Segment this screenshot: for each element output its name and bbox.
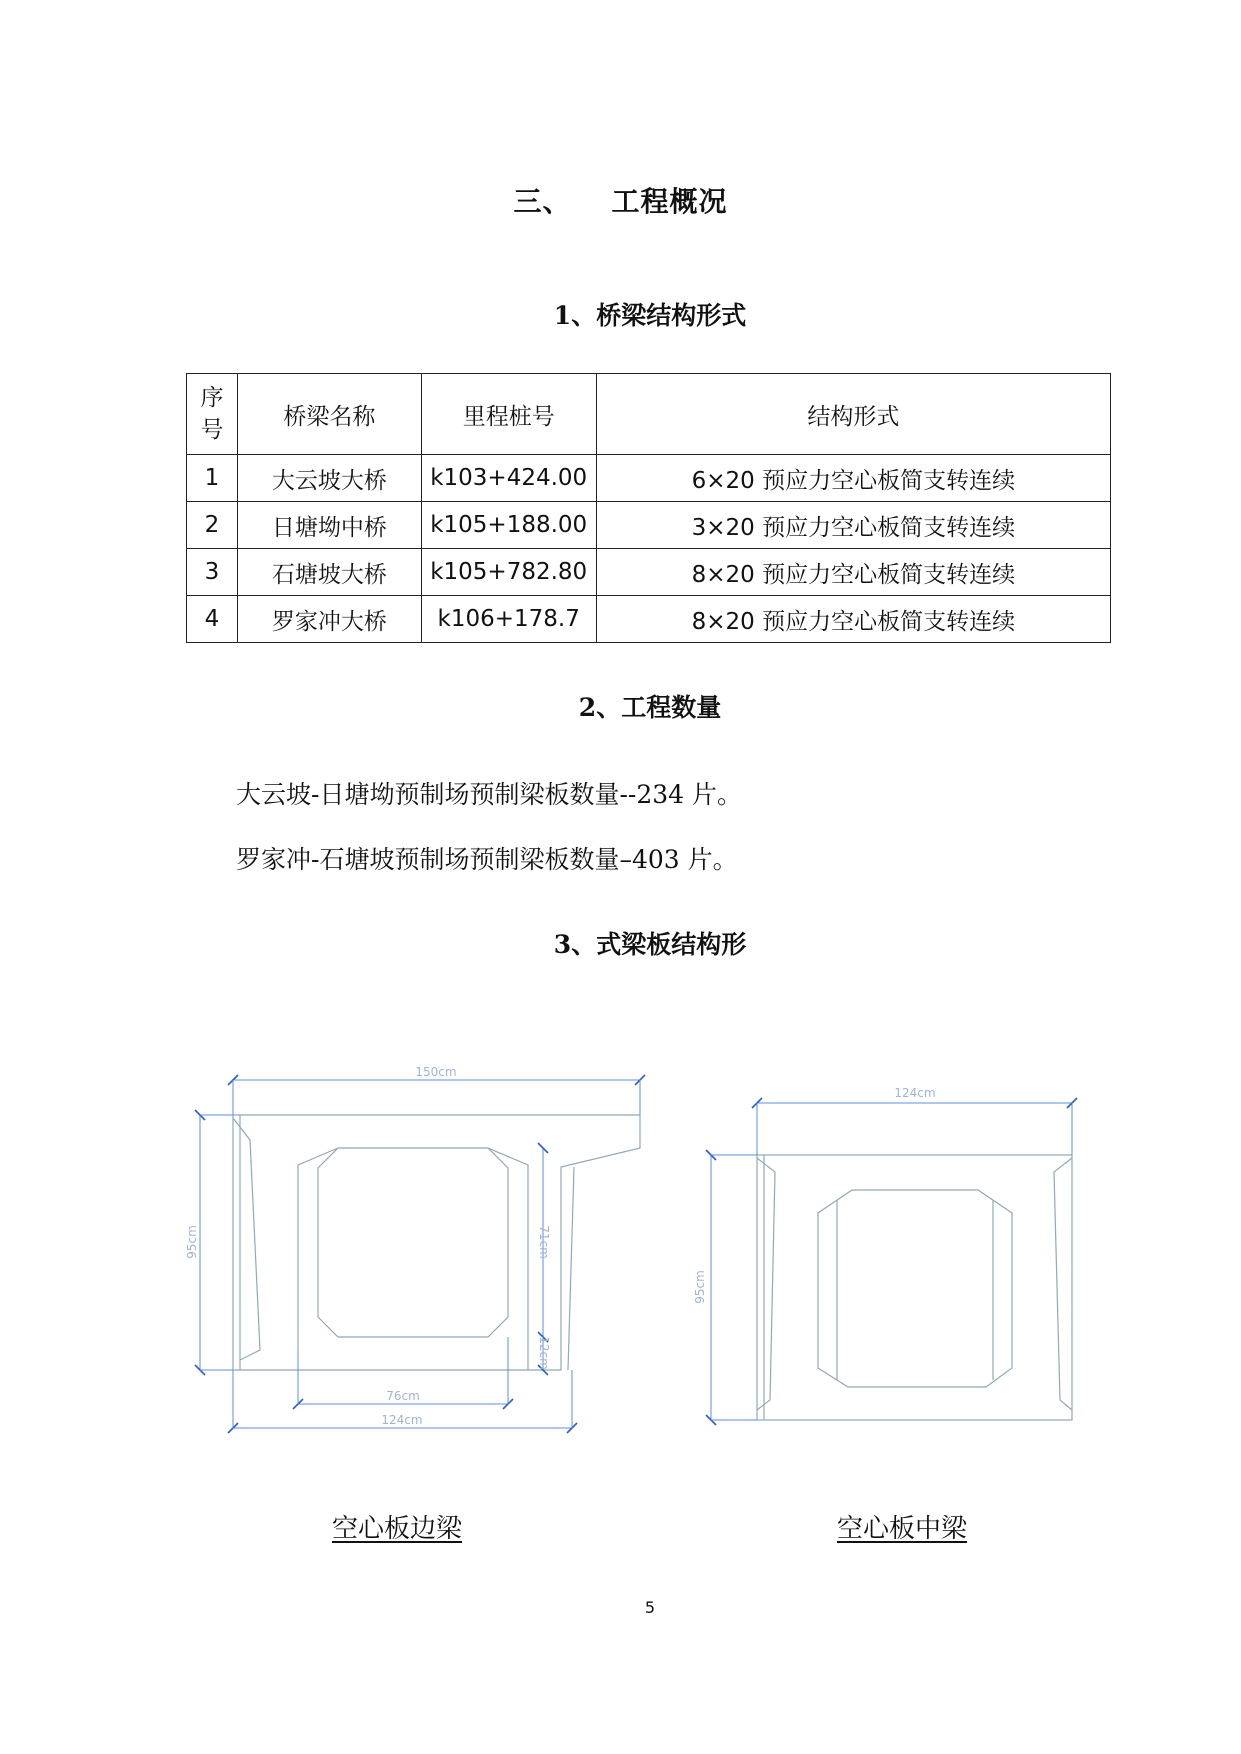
dim-bottom-thick: 12cm	[537, 1336, 551, 1370]
cell-bridge-name: 罗家冲大桥	[237, 596, 421, 643]
edge-beam-hinge-right	[568, 1167, 574, 1370]
cell-bridge-name: 大云坡大桥	[237, 455, 421, 502]
dim-inner-width: 76cm	[386, 1389, 420, 1403]
quantity-line-1: 大云坡-日塘坳预制场预制梁板数量--234 片。	[236, 780, 743, 809]
section-title-text: 工程概况	[611, 185, 728, 218]
quantity-line-2: 罗家冲-石塘坡预制场预制梁板数量–403 片。	[236, 845, 738, 874]
header-seq: 序号	[187, 374, 238, 455]
subheading-structure-form: 1、桥梁结构形式	[553, 301, 747, 330]
cell-structure: 3×20 预应力空心板简支转连续	[596, 502, 1110, 549]
cell-structure: 8×20 预应力空心板简支转连续	[596, 596, 1110, 643]
mid-beam-drawing	[693, 1086, 1077, 1425]
cell-seq: 4	[187, 596, 238, 643]
header-structure: 结构形式	[596, 374, 1110, 455]
dim-inner-height: 71cm	[537, 1225, 551, 1259]
subheading-quantity: 2、工程数量	[578, 693, 722, 722]
edge-beam-void	[318, 1148, 508, 1337]
cell-seq: 3	[187, 549, 238, 596]
dim-bottom-width: 124cm	[381, 1413, 423, 1427]
edge-beam-outline	[233, 1115, 640, 1370]
dim-height: 95cm	[693, 1270, 707, 1304]
mid-beam-void	[818, 1190, 1012, 1387]
cell-structure: 8×20 预应力空心板简支转连续	[596, 549, 1110, 596]
cell-mileage: k105+188.00	[421, 502, 596, 549]
mid-beam-outline	[757, 1155, 1072, 1420]
header-mileage: 里程桩号	[421, 374, 596, 455]
cell-structure: 6×20 预应力空心板简支转连续	[596, 455, 1110, 502]
cell-mileage: k105+782.80	[421, 549, 596, 596]
dim-top-width: 150cm	[415, 1065, 457, 1079]
cell-mileage: k106+178.7	[421, 596, 596, 643]
cell-mileage: k103+424.00	[421, 455, 596, 502]
edge-beam-hinge-left	[233, 1118, 260, 1360]
subheading-beam-form: 3、式梁板结构形	[553, 930, 747, 959]
dim-top-width: 124cm	[894, 1086, 936, 1100]
edge-beam-drawing	[185, 1065, 645, 1433]
edge-beam-caption: 空心板边梁	[332, 1514, 463, 1544]
cell-seq: 1	[187, 455, 238, 502]
page-number: 5	[644, 1598, 656, 1617]
mid-beam-caption: 空心板中梁	[837, 1514, 968, 1544]
header-bridge-name: 桥梁名称	[237, 374, 421, 455]
section-number: 三、	[513, 185, 572, 218]
cell-bridge-name: 日塘坳中桥	[237, 502, 421, 549]
cell-seq: 2	[187, 502, 238, 549]
cell-bridge-name: 石塘坡大桥	[237, 549, 421, 596]
mid-beam-hinge-left	[757, 1158, 775, 1410]
mid-beam-hinge-right	[1054, 1158, 1072, 1410]
dim-height: 95cm	[185, 1225, 199, 1259]
